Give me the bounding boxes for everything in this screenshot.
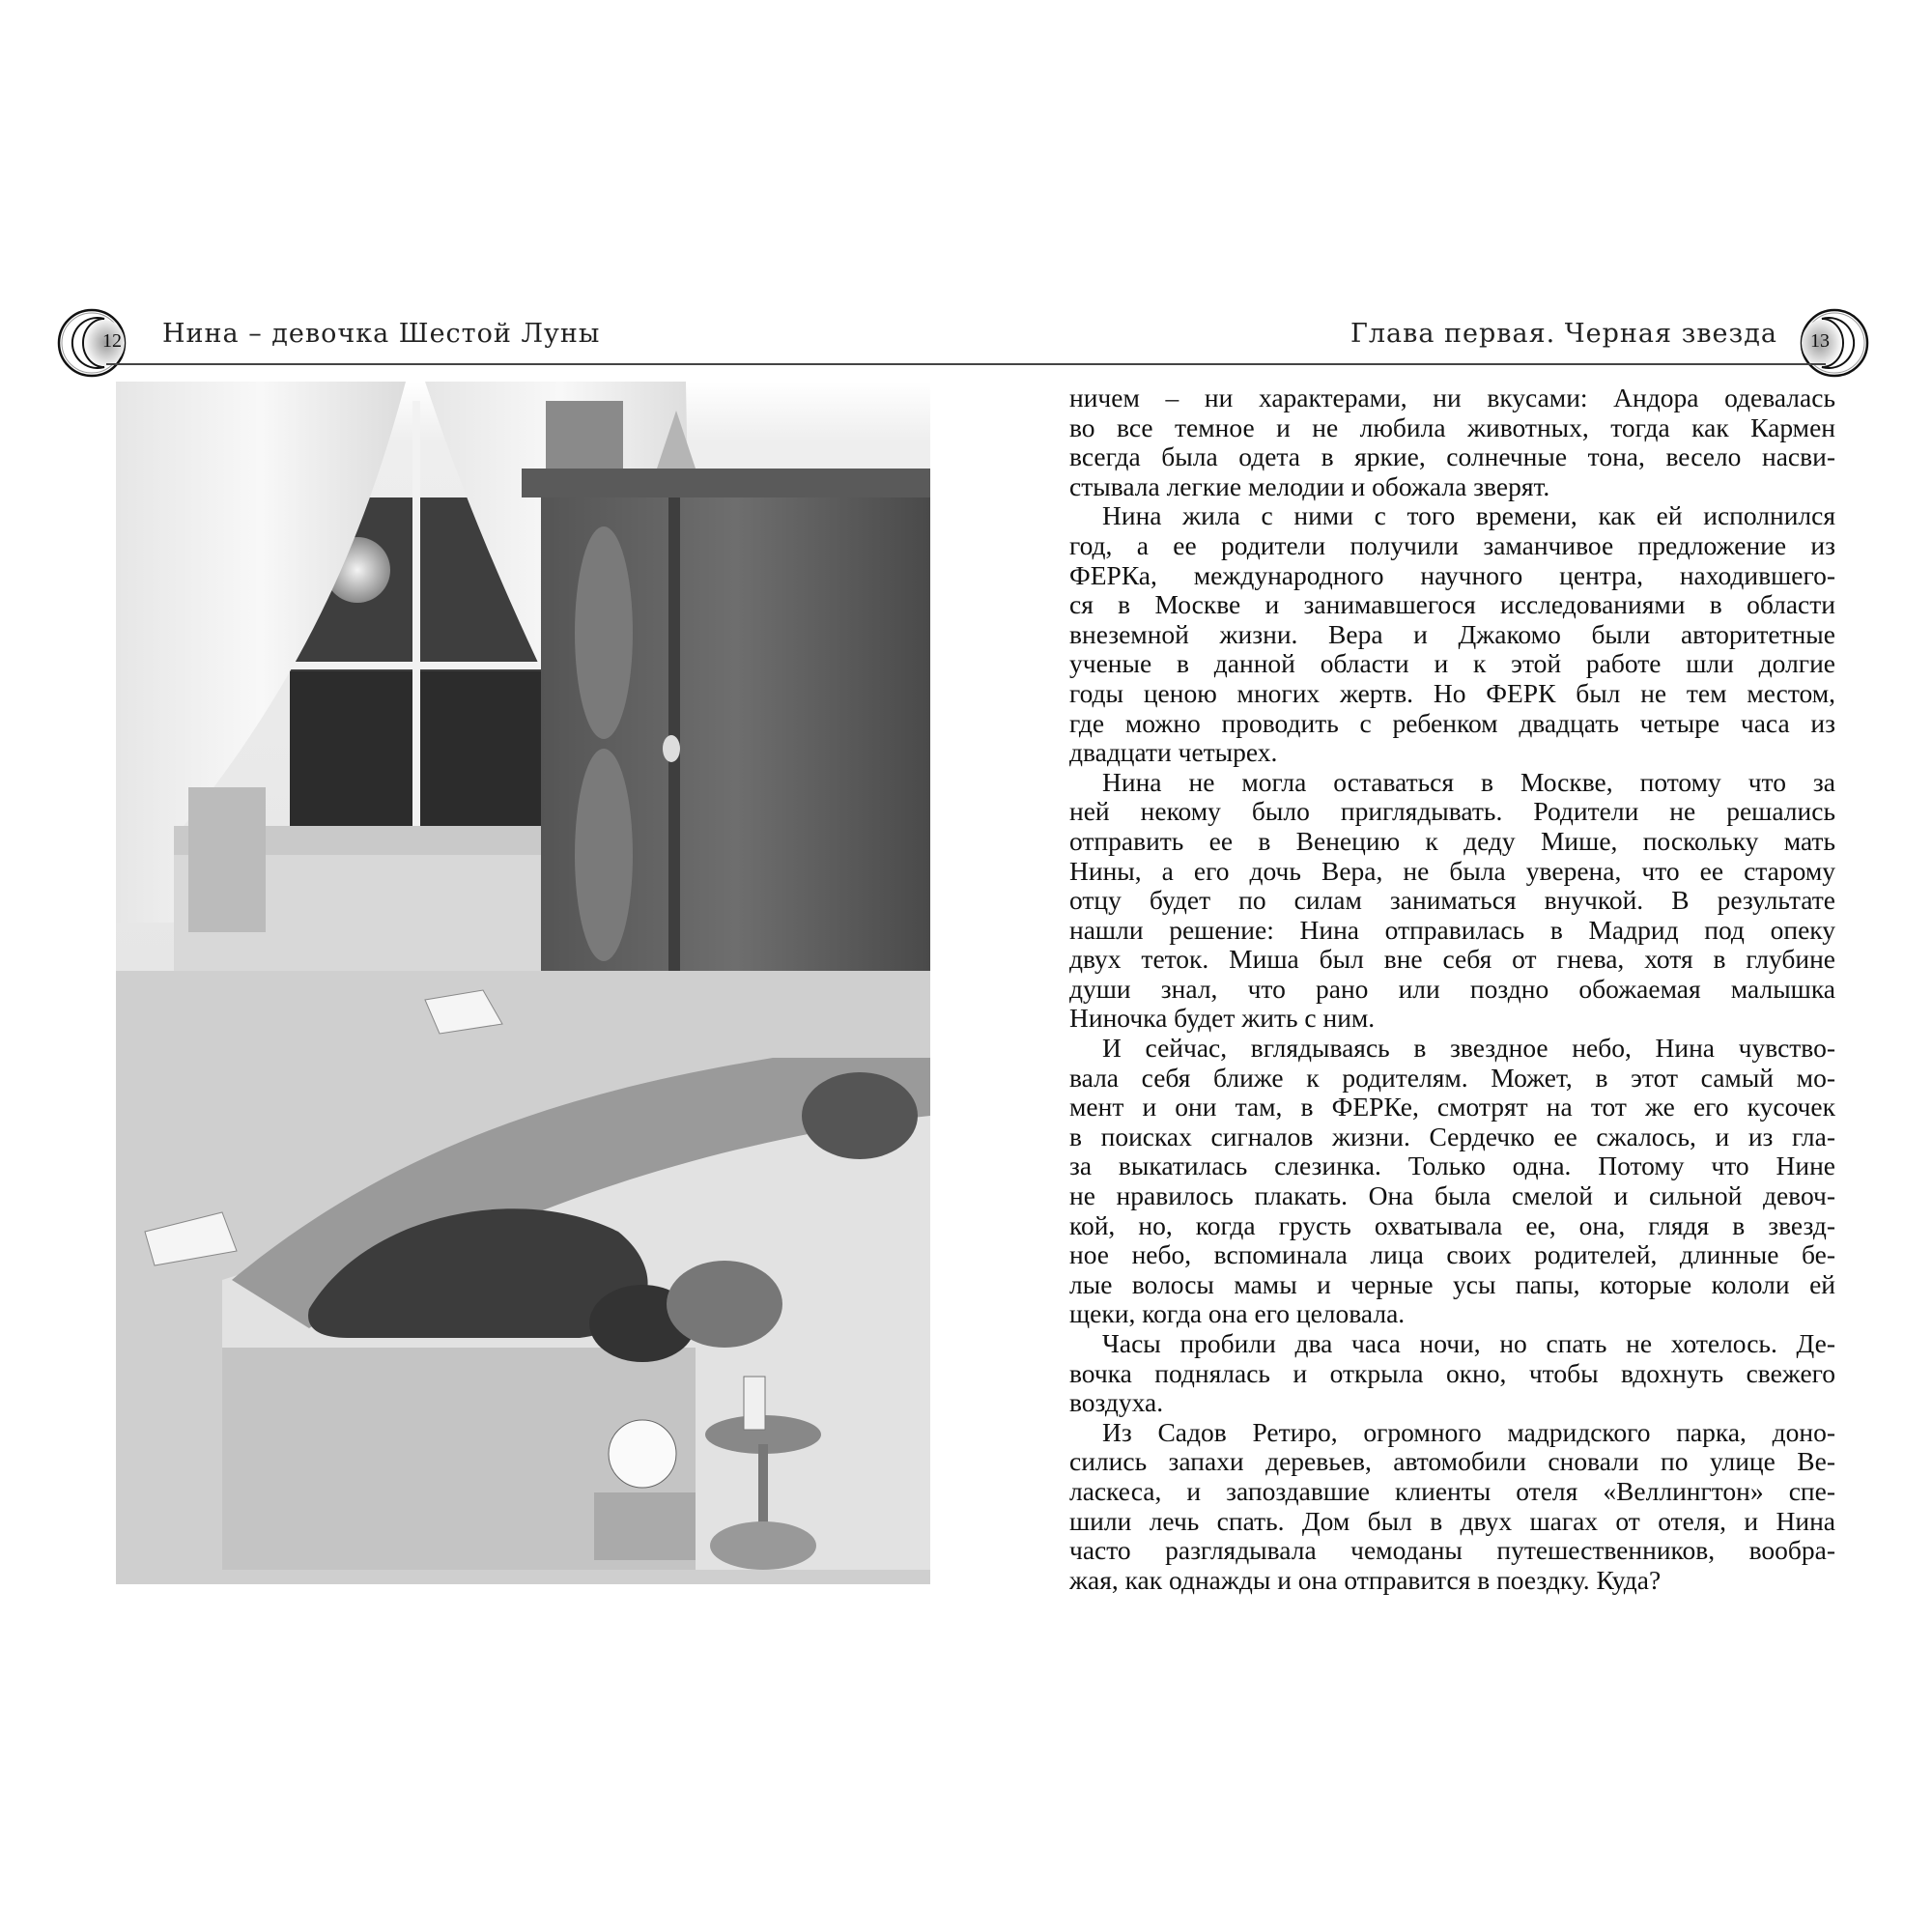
page-number-left: 12 — [102, 330, 122, 352]
text-line: за выкатилась слезинка. Только одна. Потому что Нине — [1069, 1151, 1835, 1181]
text-line: ся в Москве и занимавшегося исследованиями в области — [1069, 589, 1835, 620]
page-number-emblem-left — [56, 307, 128, 379]
text-line: лые волосы мамы и черные усы папы, которые кололи ей — [1069, 1268, 1835, 1299]
header-rule — [106, 363, 1826, 365]
text-line: Часы пробили два часа ночи, но спать не хотелось. Де- — [1102, 1328, 1835, 1358]
page-number-right: 13 — [1810, 330, 1830, 352]
text-line: во все темное и не любила животных, тогда как Кармен — [1069, 412, 1835, 442]
text-line: Нина не могла оставаться в Москве, потому что за — [1102, 766, 1835, 797]
text-line: двух теток. Миша был вне себя от гнева, хотя в глубине — [1069, 944, 1835, 975]
text-line: в поисках сигналов жизни. Сердечко ее сжалось, и из гла- — [1069, 1121, 1835, 1151]
text-line: часто разглядывала чемоданы путешественников, вообра- — [1069, 1535, 1835, 1566]
text-line: сились запахи деревьев, автомобили сновали по улице Ве- — [1069, 1446, 1835, 1477]
text-line: ФЕРКа, международного научного центра, находившего- — [1069, 559, 1835, 590]
text-line: ничем – ни характерами, ни вкусами: Андора одевалась — [1069, 383, 1835, 412]
text-line: год, а ее родители получили заманчивое предложение из — [1069, 529, 1835, 560]
text-line: всегда была одета в яркие, солнечные тона, весело насви- — [1069, 441, 1835, 472]
page-number-emblem-right — [1799, 307, 1870, 379]
text-line: Нины, а его дочь Вера, не была уверена, что ее старому — [1069, 855, 1835, 886]
text-line: нашли решение: Нина отправилась в Мадрид под опеку — [1069, 914, 1835, 945]
text-line: кой, но, когда грусть охватывала ее, она, глядя в звезд- — [1069, 1209, 1835, 1240]
text-line: воздуха. — [1069, 1387, 1164, 1418]
text-line: не нравилось плакать. Она была смелой и сильной девоч- — [1069, 1180, 1835, 1211]
illustration-sleeping-girl — [116, 382, 930, 1584]
text-line: отцу будет по силам заниматься внучкой. В результате — [1069, 885, 1835, 916]
text-line: ласкеса, и запоздавшие клиенты отеля «Веллингтон» спе- — [1069, 1475, 1835, 1506]
text-line: двадцати четырех. — [1069, 737, 1278, 768]
text-line: шили лечь спать. Дом был в двух шагах от отеля, и Нина — [1069, 1505, 1835, 1536]
text-line: щеки, когда она его целовала. — [1069, 1298, 1406, 1329]
text-line: вочка поднялась и открыла окно, чтобы вдохнуть свежего — [1069, 1357, 1835, 1388]
text-line: отправить ее в Венецию к деду Мише, поскольку мать — [1069, 825, 1835, 856]
text-line: вала себя ближе к родителям. Может, в этот самый мо- — [1069, 1062, 1835, 1093]
text-line: ное небо, вспоминала лица своих родителей, длинные бе- — [1069, 1239, 1835, 1270]
text-line: ученые в данной области и к этой работе шли долгие — [1069, 648, 1835, 679]
text-line: жая, как однажды и она отправится в поездку. Куда? — [1069, 1564, 1662, 1595]
body-text-column — [1069, 384, 1835, 1595]
text-line: где можно проводить с ребенком двадцать четыре часа из — [1069, 707, 1835, 738]
pencil-illustration — [116, 382, 930, 1584]
text-line: внеземной жизни. Вера и Джакомо были авторитетные — [1069, 618, 1835, 649]
text-line: годы ценою многих жертв. Но ФЕРК был не тем местом, — [1069, 677, 1835, 708]
text-line: Из Садов Ретиро, огромного мадридского парка, доно- — [1102, 1416, 1835, 1447]
text-line: И сейчас, вглядываясь в звездное небо, Нина чувство- — [1102, 1033, 1835, 1064]
running-head-chapter-title: Глава первая. Черная звезда — [1350, 319, 1777, 349]
text-line: мент и они там, в ФЕРКе, смотрят на тот же его кусочек — [1069, 1092, 1835, 1122]
running-head-book-title: Нина – девочка Шестой Луны — [162, 319, 601, 349]
text-line: Нина жила с ними с того времени, как ей исполнился — [1102, 500, 1835, 531]
text-line: Ниночка будет жить с ним. — [1069, 1003, 1376, 1034]
text-line: души знал, что рано или поздно обожаемая малышка — [1069, 973, 1835, 1004]
text-line: ней некому было приглядывать. Родители не решались — [1069, 796, 1835, 827]
text-line: стывала легкие мелодии и обожала зверят. — [1069, 470, 1550, 501]
